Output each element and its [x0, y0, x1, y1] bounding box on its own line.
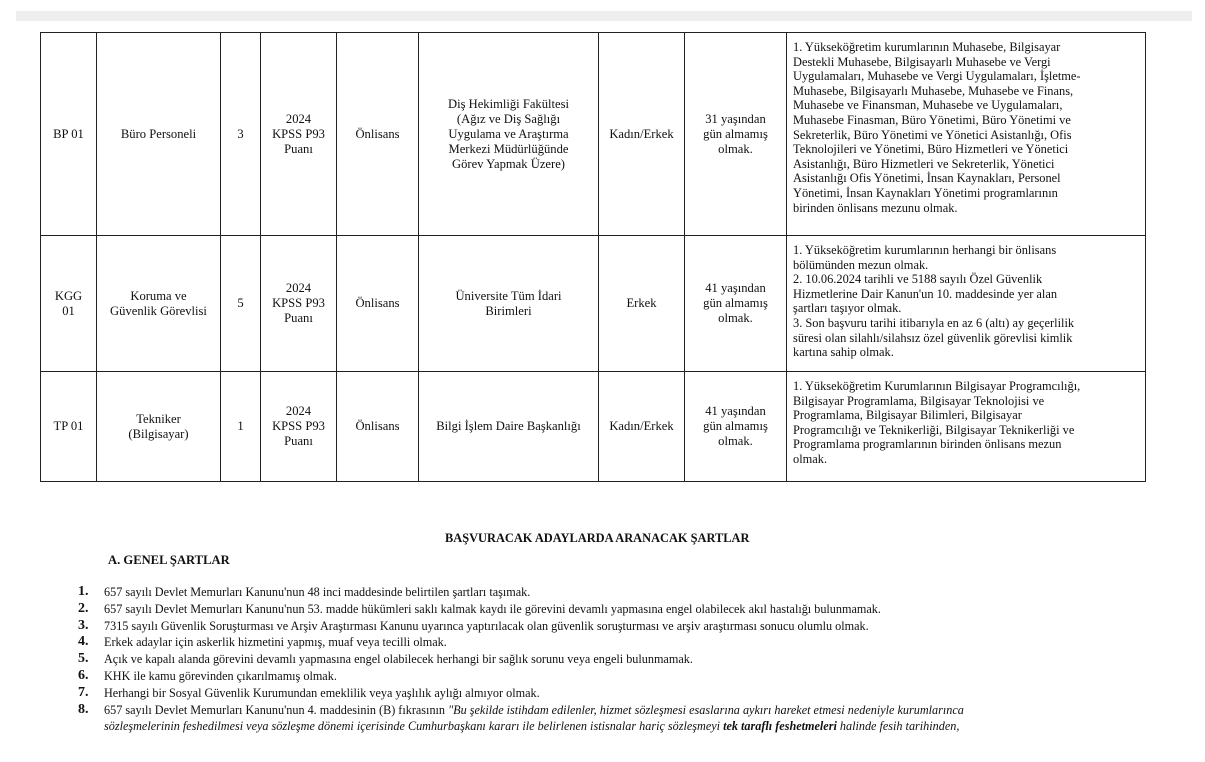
emphasis-text: tek taraflı feshetmeleri [723, 719, 837, 734]
list-item [78, 634, 1178, 651]
position-code-line: 01 [62, 303, 75, 318]
special-requirements-line: olmak. [793, 451, 828, 466]
score-type-line: KPSS P93 [272, 296, 325, 310]
age-limit [685, 33, 787, 236]
special-requirements-line: 1. Yükseköğretim kurumlarının Muhasebe, Bilgisayar [793, 40, 1061, 54]
position-code-line: BP 01 [53, 126, 84, 141]
work-unit-line: Birimleri [485, 303, 532, 318]
position-title [97, 372, 221, 482]
special-requirements-line: kartına sahip olmak. [793, 345, 894, 360]
special-requirements-line: birinden önlisans mezunu olmak. [793, 200, 958, 215]
item-text: Açık ve kapalı alanda görevini devamlı yapmasına engel olabilecek herhangi bir sağlık sorunu veya engeli bulunmamak. [104, 652, 693, 667]
work-unit-line: Merkezi Müdürlüğünde [448, 141, 569, 156]
section-heading: BAŞVURACAK ADAYLARDA ARANACAK ŞARTLAR [445, 531, 750, 545]
position-code [41, 372, 97, 482]
education-level-line: Önlisans [355, 296, 400, 310]
score-type-line: KPSS P93 [272, 419, 325, 433]
gender-line: Kadın/Erkek [609, 126, 674, 141]
position-title-line: Koruma ve [130, 288, 187, 303]
special-requirements [787, 372, 1146, 482]
position-title-line: Tekniker [136, 411, 181, 426]
work-unit-line: Görev Yapmak Üzere) [452, 156, 565, 171]
score-type-line: 2024 [285, 281, 312, 295]
special-requirements-line: Teknolojileri ve Yönetimi, Büro Hizmetleri ve Yönetici [793, 142, 1069, 157]
item-text: 7315 sayılı Güvenlik Soruşturması ve Arşiv Araştırması Kanunu uyarınca yaptırılacak olan güvenlik soruşturması ve arşiv araştırması sonucu olumlu olmak. [104, 618, 869, 633]
age-limit-line: gün almamış [703, 419, 768, 433]
special-requirements-line: Asistanlığı Ofis Yönetimi, İnsan Kaynakları, Personel [793, 171, 1061, 186]
score-type-line: Puanı [284, 311, 313, 325]
item-number: 1. [78, 584, 89, 599]
item-text: 657 sayılı Devlet Memurları Kanunu'nun 53. madde hükümleri saklı kalmak kaydı ile görevini devamlı yapmasına engel olabilecek akıl hastalığı bulunmamak. [104, 601, 881, 616]
item-number: 3. [78, 617, 89, 633]
gender [599, 33, 685, 236]
item-text: 657 sayılı Devlet Memurları Kanunu'nun 4. maddesinin (B) fıkrasının [104, 702, 449, 717]
item-number: 8. [78, 701, 89, 717]
table-row [41, 236, 1146, 372]
age-limit-line: 41 yaşından [705, 281, 766, 295]
item-number: 2. [78, 600, 89, 616]
special-requirements [787, 236, 1146, 372]
age-limit-line: 41 yaşından [705, 404, 766, 418]
work-unit-line: Diş Hekimliği Fakültesi [447, 96, 570, 111]
special-requirements-line: bölümünden mezun olmak. [793, 257, 929, 272]
position-count [221, 236, 261, 372]
age-limit-line: olmak. [718, 311, 753, 325]
special-requirements-line: Programlama, Bilgisayar Bilimleri, Bilgisayar [793, 408, 1022, 423]
list-item [78, 601, 1178, 618]
special-requirements-line: Muhasebe Finasman, Büro Yönetimi, Büro Yönetimi ve [793, 112, 1071, 127]
position-count [221, 33, 261, 236]
special-requirements-line: Programcılığı ve Teknikerliği, Bilgisayar Teknikerliği ve [793, 422, 1075, 437]
general-conditions-list [78, 584, 1178, 735]
table-row [41, 33, 1146, 236]
item-number: 4. [78, 634, 89, 650]
position-code-line: TP 01 [53, 419, 84, 433]
special-requirements-line: Bilgisayar Programlama, Bilgisayar Teknolojisi ve [793, 393, 1045, 408]
score-type-line: KPSS P93 [272, 126, 325, 141]
work-unit [419, 33, 599, 236]
position-title [97, 236, 221, 372]
item-number: 7. [78, 684, 89, 700]
item-text: 657 sayılı Devlet Memurları Kanunu'nun 48 inci maddesinde belirtilen şartları taşımak. [104, 585, 531, 599]
list-item [78, 668, 1178, 685]
special-requirements-line: 1. Yükseköğretim kurumlarının herhangi bir önlisans [793, 243, 1057, 257]
list-item [78, 685, 1178, 702]
item-number: 5. [78, 651, 89, 667]
work-unit [419, 372, 599, 482]
work-unit [419, 236, 599, 372]
special-requirements-line: Programlama programlarının birinden önlisans mezun [793, 437, 1062, 452]
item-text: Herhangi bir Sosyal Güvenlik Kurumundan emeklilik veya yaşlılık aylığı almıyor olmak. [104, 685, 540, 700]
special-requirements-line: Muhasebe, Bilgisayarlı Muhasebe, Muhasebe ve Finans, [793, 83, 1074, 98]
gender [599, 372, 685, 482]
special-requirements-line: süresi olan silahlı/silahsız özel güvenlik görevlisi kimlik [793, 330, 1073, 345]
general-conditions-heading: A. GENEL ŞARTLAR [108, 553, 230, 567]
score-type [261, 33, 337, 236]
position-title-line: (Bilgisayar) [128, 426, 189, 441]
special-requirements-line: Destekli Muhasebe, Bilgisayarlı Muhasebe ve Vergi [793, 54, 1051, 69]
score-type [261, 236, 337, 372]
special-requirements-line: Asistanlığı, Büro Hizmetleri ve Sekreterlik, Yönetici [793, 156, 1055, 171]
education-level [337, 33, 419, 236]
gender-line: Kadın/Erkek [609, 419, 674, 433]
top-toolbar-strip [16, 11, 1192, 21]
score-type [261, 372, 337, 482]
education-level-line: Önlisans [355, 419, 400, 433]
position-code [41, 236, 97, 372]
quote-text: sözleşmelerinin feshedilmesi veya sözleşme dönemi içerisinde Cumhurbaşkanı kararı ile belirlenen istisnalar hariç sözleşmeyi [104, 719, 724, 734]
score-type-line: 2024 [285, 404, 312, 418]
education-level [337, 372, 419, 482]
position-title-line: Büro Personeli [120, 126, 197, 141]
work-unit-line: Bilgi İşlem Daire Başkanlığı [436, 419, 581, 433]
position-code [41, 33, 97, 236]
special-requirements-line: şartları taşıyor olmak. [793, 301, 902, 316]
special-requirements-line: Yönetimi, İnsan Kaynakları Yönetimi programlarının [793, 185, 1058, 200]
item-number: 6. [78, 667, 89, 683]
age-limit-line: olmak. [718, 434, 753, 448]
work-unit-line: (Ağız ve Diş Sağlığı [456, 111, 561, 126]
table-row [41, 372, 1146, 482]
position-count-line: 1 [237, 419, 244, 433]
list-item [78, 702, 1178, 736]
special-requirements-line: 3. Son başvuru tarihi itibarıyla en az 6 (altı) ay geçerlilik [793, 315, 1075, 330]
quote-text: "Bu şekilde istihdam edilenler, hizmet sözleşmesi esaslarına aykırı hareket etmesi nedeniyle kurumlarınca [448, 702, 964, 717]
position-count-line: 5 [237, 296, 244, 310]
list-item [78, 584, 1178, 601]
age-limit-line: gün almamış [703, 296, 768, 310]
special-requirements-line: Hizmetlerine Dair Kanun'un 10. maddesinde yer alan [793, 286, 1058, 301]
gender [599, 236, 685, 372]
position-title [97, 33, 221, 236]
work-unit-line: Üniversite Tüm İdari [455, 288, 562, 303]
item-text: KHK ile kamu görevinden çıkarılmamış olmak. [104, 668, 337, 683]
position-count-line: 3 [237, 126, 244, 141]
age-limit [685, 236, 787, 372]
special-requirements-line: 1. Yükseköğretim Kurumlarının Bilgisayar Programcılığı, [793, 379, 1081, 393]
special-requirements-line: Muhasebe ve Finansman, Muhasebe ve Uygulamaları, [793, 98, 1063, 113]
age-limit [685, 372, 787, 482]
list-item [78, 618, 1178, 635]
gender-line: Erkek [626, 296, 657, 310]
score-type-line: 2024 [285, 111, 312, 126]
special-requirements-line: 2. 10.06.2024 tarihli ve 5188 sayılı Özel Güvenlik [793, 272, 1043, 287]
position-count [221, 372, 261, 482]
score-type-line: Puanı [284, 434, 313, 448]
special-requirements-line: Uygulamaları, Muhasebe ve Vergi Uygulamaları, İşletme- [793, 69, 1081, 84]
quote-text: halinde fesih tarihinden, [836, 719, 960, 734]
age-limit-line: olmak. [718, 141, 753, 156]
special-requirements-line: Sekreterlik, Büro Yönetimi ve Yönetici Asistanlığı, Ofis [793, 127, 1072, 142]
score-type-line: Puanı [284, 141, 313, 156]
age-limit-line: 31 yaşından [705, 111, 766, 126]
work-unit-line: Uygulama ve Araştırma [448, 126, 569, 141]
item-text: Erkek adaylar için askerlik hizmetini yapmış, muaf veya tecilli olmak. [104, 635, 447, 650]
special-requirements [787, 33, 1146, 236]
positions-table [40, 32, 1146, 482]
education-level-line: Önlisans [355, 126, 400, 141]
list-item [78, 651, 1178, 668]
position-title-line: Güvenlik Görevlisi [110, 303, 207, 318]
education-level [337, 236, 419, 372]
age-limit-line: gün almamış [703, 126, 768, 141]
position-code-line: KGG [54, 288, 83, 303]
